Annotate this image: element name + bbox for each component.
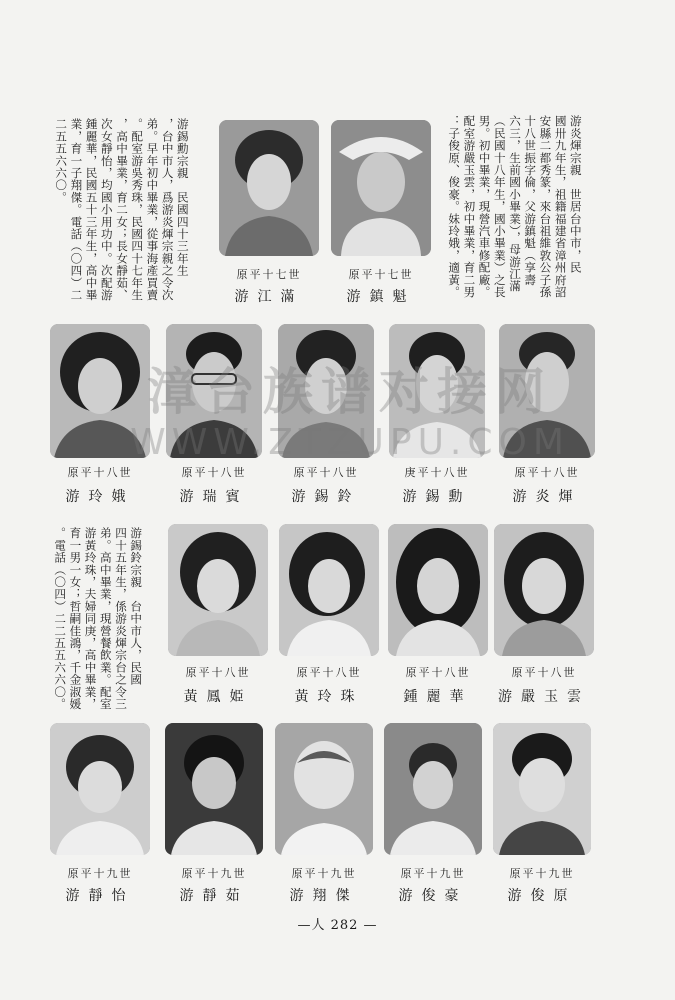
portrait-photo	[389, 324, 485, 458]
portrait-photo	[279, 524, 379, 656]
portrait-photo	[219, 120, 319, 256]
generation-label: 原平十九世	[509, 867, 575, 880]
portrait-photo	[494, 524, 594, 656]
portrait-photo	[168, 524, 268, 656]
person-name: 游炎煇	[512, 489, 582, 505]
person-name: 游靜怡	[65, 888, 135, 904]
page-number: —人 282 —	[297, 918, 378, 933]
person-name: 游俊原	[507, 888, 577, 904]
portrait-photo	[331, 120, 431, 256]
generation-label: 原平十七世	[236, 268, 302, 281]
person-name: 游俊豪	[398, 888, 468, 904]
person-name: 黃玲珠	[294, 689, 364, 705]
portrait-photo	[493, 723, 591, 855]
person-name: 游玲娥	[65, 489, 135, 505]
portrait-photo	[50, 324, 150, 458]
generation-label: 原平十八世	[405, 666, 471, 679]
generation-label: 原平十九世	[291, 867, 357, 880]
generation-label: 原平十八世	[514, 466, 580, 479]
person-name: 游嚴玉雲	[498, 689, 590, 705]
generation-label: 庚平十八世	[404, 466, 470, 479]
biography-xi-ling: 游錫鈴宗親 台中市人，民國 四十五年生，係游炎煇宗台之令三 弟。高中畢業，現營餐飲業。配室 游黃玲珠，夫婦同庚，高中畢業， 育一男一女；哲嗣佳鴻，千金淑媛 。電話（〇四）二二五五六六〇。	[53, 527, 144, 710]
generation-label: 原平十八世	[296, 666, 362, 679]
portrait-photo	[278, 324, 374, 458]
generation-label: 原平十八世	[67, 466, 133, 479]
person-name: 黃鳳姫	[183, 689, 253, 705]
person-name: 游錫勳	[402, 489, 472, 505]
generation-label: 原平十八世	[181, 466, 247, 479]
portrait-photo	[388, 524, 488, 656]
generation-label: 原平十九世	[400, 867, 466, 880]
biography-yan-hui: 游炎煇宗親 世居台中市，民 國卅九年生，祖籍福建省漳州府詔 安縣二都秀篆，來台祖維敦公子孫 十八世振字倫，父游鎮魁（享壽 六三，生前國小畢業），母游江滿 （民國十八年生，國小畢業）之長 男。初中畢業，現營汽車修配廠。 配室游嚴玉雲，初中畢業，育二男 ：子俊原、俊豪。妹玲娥，適黃。	[447, 115, 583, 298]
portrait-photo	[384, 723, 482, 855]
generation-label: 原平十八世	[185, 666, 251, 679]
portrait-photo	[499, 324, 595, 458]
person-name: 游靜茹	[179, 888, 249, 904]
person-name: 游江滿	[234, 289, 304, 305]
generation-label: 原平十七世	[348, 268, 414, 281]
generation-label: 原平十九世	[67, 867, 133, 880]
watermark-chinese: 漳台族谱对接网	[147, 363, 553, 421]
portrait-photo	[166, 324, 262, 458]
generation-label: 原平十八世	[511, 666, 577, 679]
generation-label: 原平十八世	[293, 466, 359, 479]
person-name: 游翔傑	[289, 888, 359, 904]
portrait-photo	[50, 723, 150, 855]
person-name: 游鎮魁	[346, 289, 416, 305]
generation-label: 原平十九世	[181, 867, 247, 880]
watermark-url: WWW.ZTZUPU.COM	[130, 422, 570, 463]
person-name: 游瑞賓	[179, 489, 249, 505]
portrait-photo	[165, 723, 263, 855]
person-name: 游錫鈴	[291, 489, 361, 505]
biography-xi-xun: 游錫勳宗親 民國四十三年生 ，台中市人，爲游炎煇宗親之令次 弟。早年初中畢業，從事海產買賣 。配室游吳秀珠，民國四十七年生 ，高中畢業，育二女；長女靜茹、 次女靜怡，均國小用功中。次配游 鍾麗華，民國五十三年生，高中畢 業，育一子翔傑。電話（〇四）二 二五五六六〇。	[54, 118, 190, 301]
portrait-photo	[275, 723, 373, 855]
person-name: 鍾麗華	[403, 689, 473, 705]
